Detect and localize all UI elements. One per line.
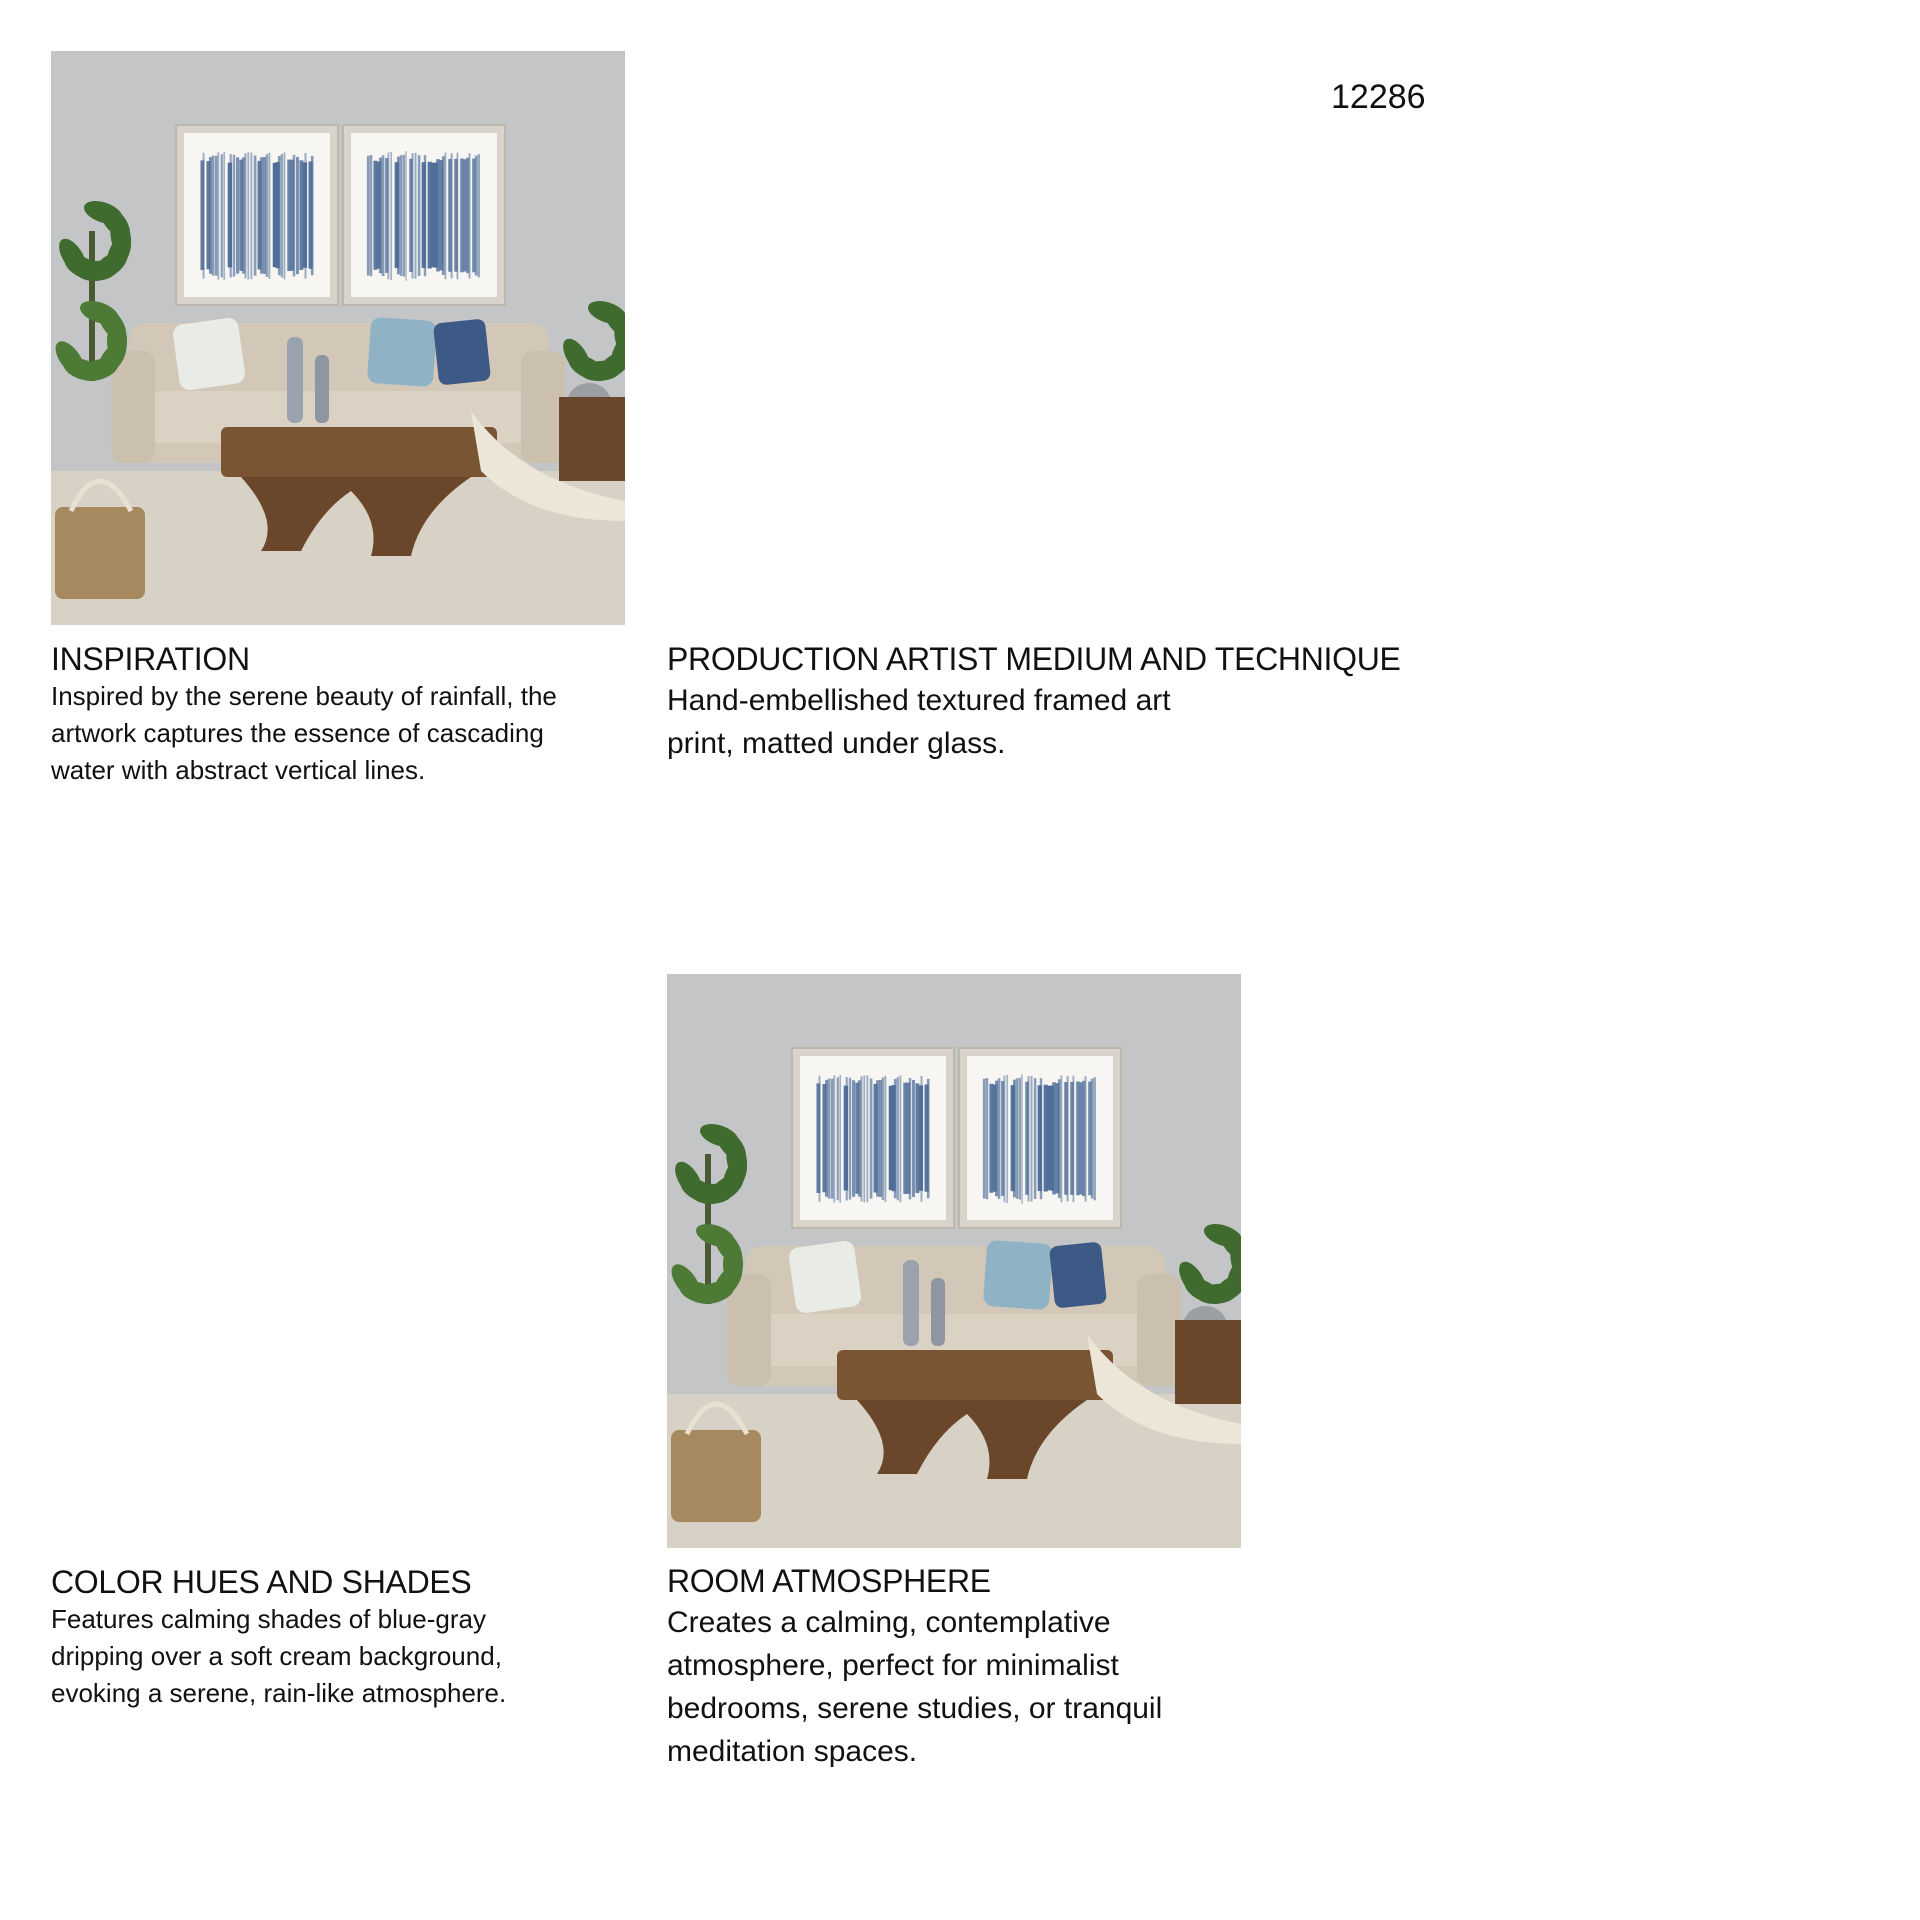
medium-heading: PRODUCTION ARTIST MEDIUM AND TECHNIQUE: [667, 641, 1401, 677]
room-photo-top: [51, 51, 625, 625]
framed-print-right-icon: [959, 1048, 1121, 1228]
framed-print-left-icon: [176, 125, 338, 305]
inspiration-line: Inspired by the serene beauty of rainfall, the: [51, 681, 557, 711]
color-line: Features calming shades of blue-gray: [51, 1604, 487, 1634]
medium-line: print, matted under glass.: [667, 727, 1006, 760]
side-stump-icon: [559, 397, 625, 481]
room-line: meditation spaces.: [667, 1735, 918, 1768]
side-stump-icon: [1175, 1320, 1241, 1404]
room-line: Creates a calming, contemplative: [667, 1606, 1111, 1639]
inspiration-line: artwork captures the essence of cascading: [51, 718, 544, 748]
color-text: [51, 1601, 651, 1712]
color-heading: COLOR HUES AND SHADES: [51, 1564, 472, 1600]
medium-line: Hand-embellished textured framed art: [667, 684, 1171, 717]
inspiration-line: water with abstract vertical lines.: [51, 755, 426, 785]
framed-print-right-icon: [343, 125, 505, 305]
room-line: bedrooms, serene studies, or tranquil: [667, 1692, 1163, 1725]
room-line: atmosphere, perfect for minimalist: [667, 1649, 1119, 1682]
product-code: 12286: [1331, 78, 1426, 116]
room-photo-bottom: [667, 974, 1241, 1548]
room-text: [667, 1601, 1267, 1773]
room-heading: ROOM ATMOSPHERE: [667, 1563, 991, 1599]
medium-text: [667, 679, 1267, 765]
inspiration-text: [51, 678, 651, 789]
color-line: dripping over a soft cream background,: [51, 1641, 502, 1671]
color-line: evoking a serene, rain-like atmosphere.: [51, 1678, 507, 1708]
inspiration-heading: INSPIRATION: [51, 641, 250, 677]
framed-print-left-icon: [792, 1048, 954, 1228]
